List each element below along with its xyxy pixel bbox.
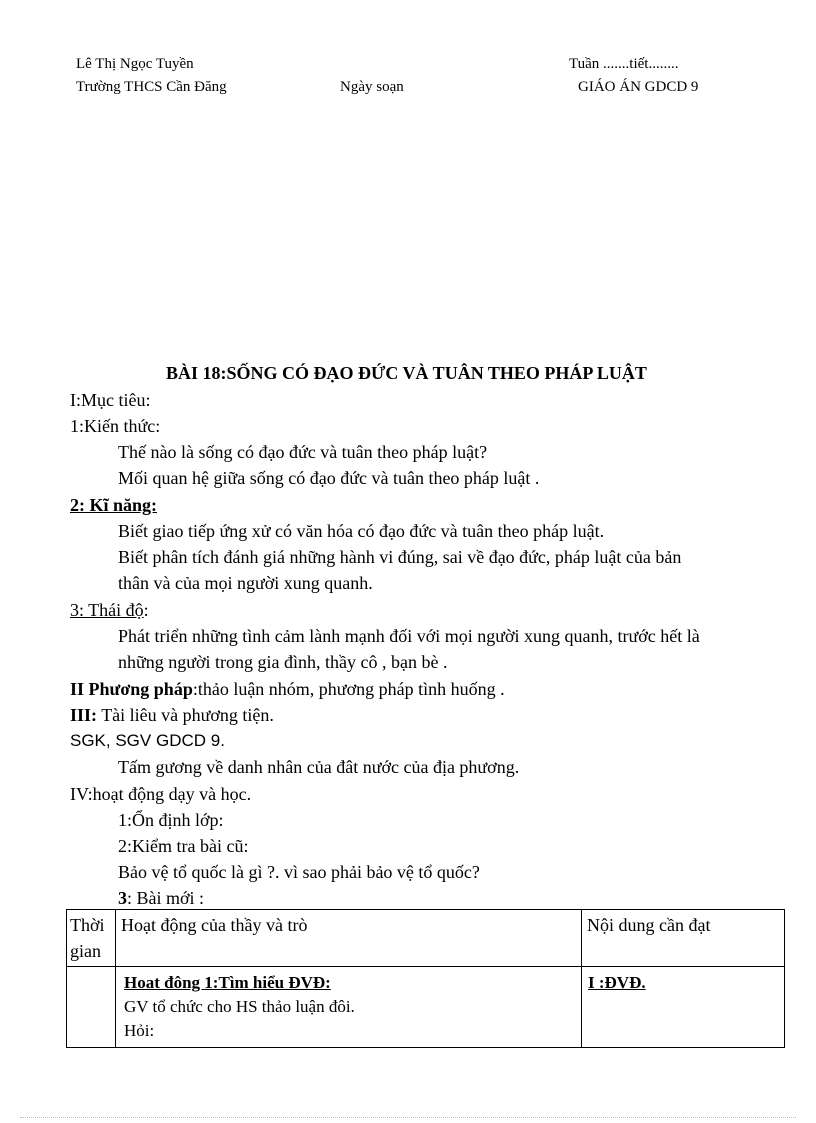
materials-extra: Tấm gương về danh nhân của đât nước của địa phương.	[118, 757, 520, 777]
attitude-heading-wrap	[70, 597, 149, 623]
method-text: :thảo luận nhóm, phương pháp tình huống .	[192, 679, 505, 699]
method-label: II Phương pháp	[70, 679, 193, 699]
table-header-row	[67, 910, 785, 967]
plan-title: GIÁO ÁN GDCD 9	[578, 79, 699, 95]
header-time-line-1: Thời	[70, 915, 105, 935]
attitude-line-1: Phát triển những tình cảm lành mạnh đối với mọi người xung quanh, trước hết là	[118, 626, 700, 646]
teacher-name: Lê Thị Ngọc Tuyền	[76, 56, 194, 72]
row1-activity-heading: Hoat đông 1:Tìm hiểu ĐVĐ:	[124, 973, 331, 992]
attitude-line-2: những người trong gia đình, thầy cô , bạn bè .	[118, 652, 448, 672]
step-2: 2:Kiểm tra bài cũ:	[118, 836, 249, 856]
header-content: Nội dung cần đạt	[582, 910, 785, 967]
header-activity: Hoạt động của thầy và trò	[116, 910, 582, 967]
materials-line	[70, 702, 274, 728]
materials-label: III:	[70, 705, 98, 725]
row1-content-heading: I :ĐVĐ.	[588, 973, 646, 992]
step-2-question: Bảo vệ tổ quốc là gì ?. vì sao phải bảo vệ tổ quốc?	[118, 862, 480, 882]
method-line	[70, 676, 505, 702]
week-period: Tuần .......tiết........	[569, 56, 679, 72]
materials-books: SGK, SGV GDCD 9.	[70, 731, 225, 750]
lesson-title: BÀI 18:SỐNG CÓ ĐẠO ĐỨC VÀ TUÂN THEO PHÁP LUẬT	[166, 363, 647, 383]
row1-time	[67, 967, 116, 1048]
knowledge-heading: 1:Kiến thức:	[70, 416, 161, 436]
attitude-colon: :	[143, 600, 149, 620]
row1-activity-line-1: GV tổ chức cho HS thảo luận đôi.	[124, 997, 355, 1016]
materials-text: Tài liêu và phương tiện.	[97, 705, 274, 725]
knowledge-line-2: Mối quan hệ giữa sống có đạo đức và tuân theo pháp luật .	[118, 468, 540, 488]
header-time-line-2: gian	[70, 941, 101, 961]
step-3	[118, 885, 204, 911]
step-1: 1:Ổn định lớp:	[118, 810, 224, 830]
date-label: Ngày soạn	[340, 79, 404, 95]
school-name: Trường THCS Cần Đăng	[76, 79, 227, 95]
skills-line-3: thân và của mọi người xung quanh.	[118, 573, 373, 593]
header-time	[67, 910, 116, 967]
activities-heading: IV:hoạt động dạy và học.	[70, 784, 252, 804]
lesson-table	[66, 909, 785, 1048]
skills-heading: 2: Kĩ năng:	[70, 495, 158, 515]
row1-content	[582, 967, 785, 1048]
skills-line-1: Biết giao tiếp ứng xử có văn hóa có đạo đức và tuân theo pháp luật.	[118, 521, 605, 541]
table-row	[67, 967, 785, 1048]
knowledge-line-1: Thế nào là sống có đạo đức và tuân theo pháp luật?	[118, 442, 488, 462]
step-3-text: : Bài mới :	[127, 888, 205, 908]
attitude-heading: 3: Thái độ	[70, 600, 144, 620]
step-3-label: 3	[118, 888, 127, 908]
objectives-heading: I:Mục tiêu:	[70, 390, 151, 410]
skills-line-2: Biết phân tích đánh giá những hành vi đúng, sai về đạo đức, pháp luật của bản	[118, 547, 682, 567]
row1-activity	[116, 967, 582, 1048]
row1-activity-line-2: Hỏi:	[124, 1021, 155, 1040]
bottom-divider	[20, 1117, 796, 1118]
